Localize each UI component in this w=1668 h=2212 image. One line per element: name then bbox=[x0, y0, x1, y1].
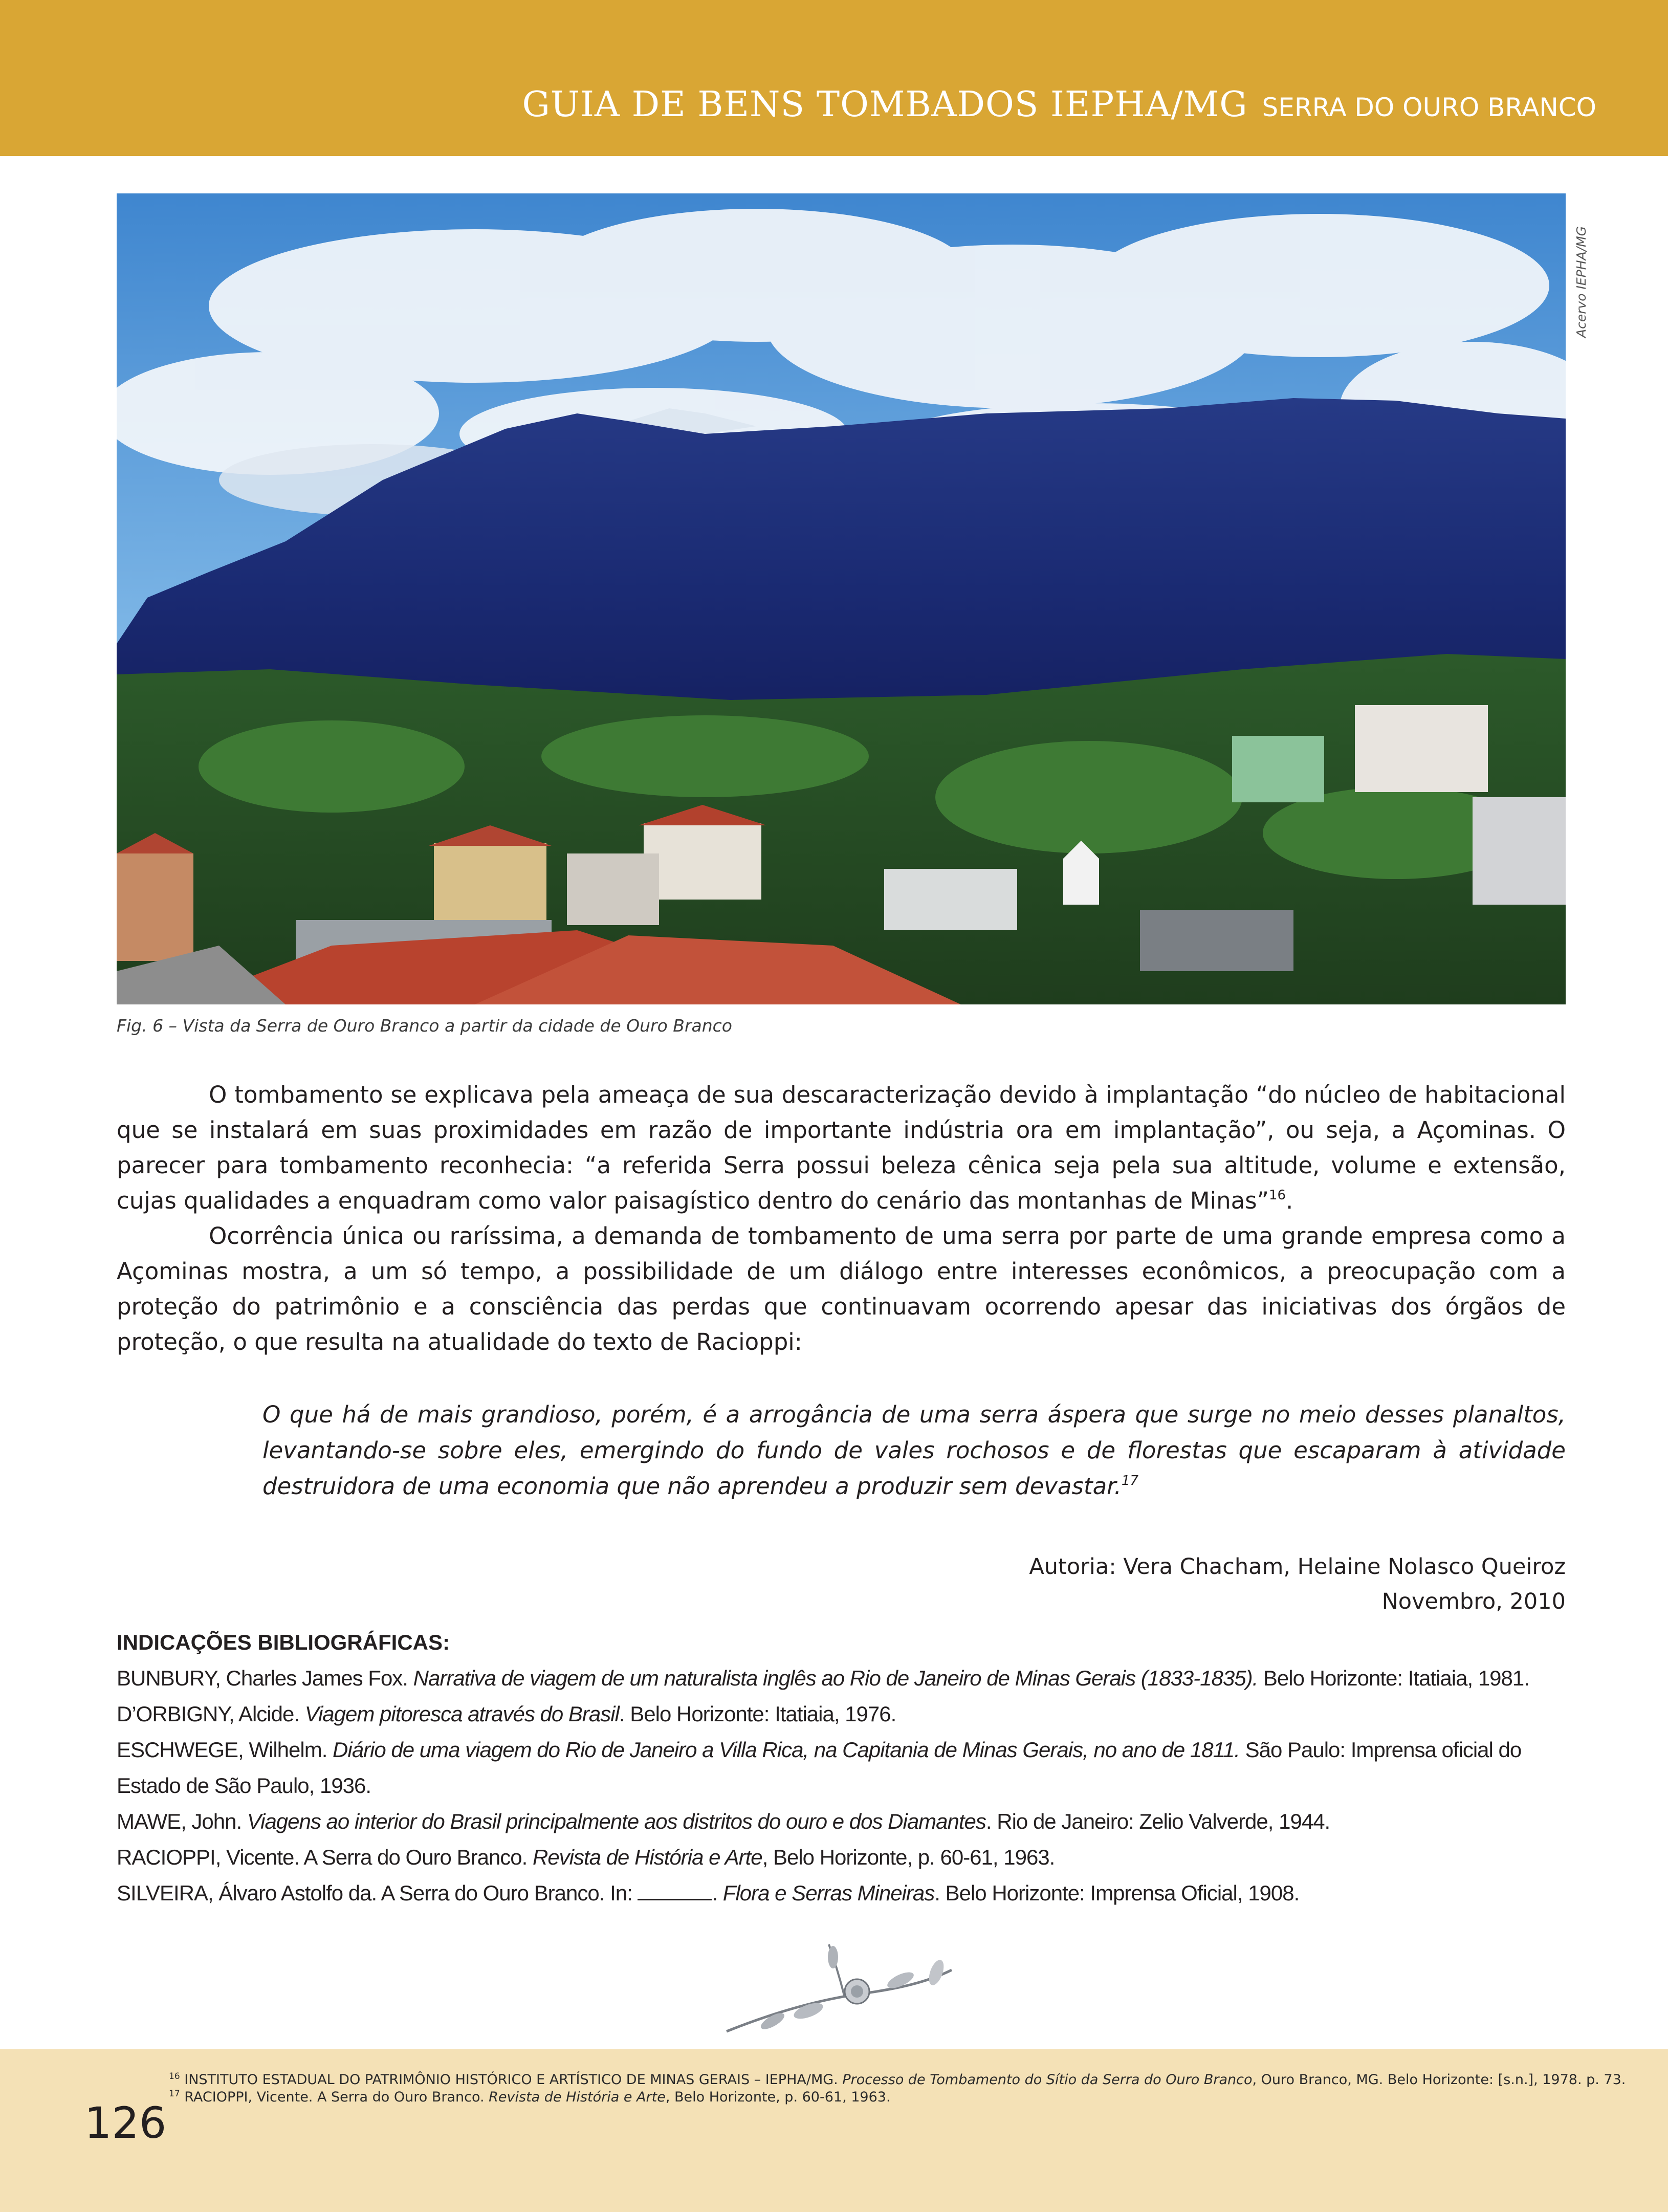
photo-credit: Acervo IEPHA/MG bbox=[1574, 226, 1589, 338]
paragraph-1: O tombamento se explicava pela ameaça de sua descaracterização devido à implantação “do núcleo de habitacional que se instalará em suas proximidades em razão de importante indústria ora em implantação”, ou seja, a Açominas. O parecer para tombamento reconhecia: “a referida Serra possui beleza cênica seja pela sua altitude, volume e extensão, cujas qualidades a enquadram como valor paisagístico dentro do cenário das montanhas de Minas”$^{16}$. bbox=[117, 1081, 1566, 1214]
header-title-group bbox=[522, 84, 1596, 125]
bibliography-entry: D’ORBIGNY, Alcide. Viagem pitoresca através do Brasil. Belo Horizonte: Itatiaia, 1976. bbox=[117, 1702, 896, 1726]
footnote-ref-17: 17 bbox=[1121, 1473, 1138, 1488]
section-title: SERRA DO OURO BRANCO bbox=[1262, 93, 1596, 122]
block-quote: O que há de mais grandioso, porém, é a arrogância de uma serra áspera que surge no meio desses planaltos, levantando-se sobre eles, emergindo do fundo de vales rochosos e de florestas que escaparam à atividade destruidora de uma economia que não aprendeu a produzir sem devastar.$^{17}$ bbox=[262, 1401, 1566, 1500]
body-text bbox=[117, 1077, 1566, 1360]
footnote-ref-16: 16 bbox=[1268, 1188, 1286, 1203]
serra-landscape-image bbox=[117, 193, 1566, 1004]
guide-title: GUIA DE BENS TOMBADOS IEPHA/MG bbox=[522, 84, 1248, 125]
bibliography-title: INDICAÇÕES BIBLIOGRÁFICAS: bbox=[117, 1630, 450, 1654]
date: Novembro, 2010 bbox=[1381, 1589, 1566, 1614]
paragraph-2: Ocorrência única ou raríssima, a demanda de tombamento de uma serra por parte de uma grande empresa como a Açominas mostra, a um só tempo, a possibilidade de um diálogo entre interesses econômicos, a preocupação com a proteção do patrimônio e a consciência das perdas que continuavam ocorrendo apesar das iniciativas dos órgãos de proteção, o que resulta na atualidade do texto de Racioppi: bbox=[117, 1222, 1566, 1355]
bibliography-entry: ESCHWEGE, Wilhelm. Diário de uma viagem do Rio de Janeiro a Villa Rica, na Capitania de Minas Gerais, no ano de 1811. São Paulo: Imprensa oficial do Estado de São Paulo, 1936. bbox=[117, 1738, 1522, 1798]
authorship bbox=[1029, 1549, 1566, 1619]
header-band bbox=[0, 0, 1668, 156]
rose-ornament-icon bbox=[716, 1934, 962, 2042]
page-number: 126 bbox=[84, 2098, 167, 2148]
bibliography-entry: MAWE, John. Viagens ao interior do Brasil principalmente aos distritos do ouro e dos Diamantes. Rio de Janeiro: Zelio Valverde, 1944. bbox=[117, 1809, 1330, 1833]
bibliography bbox=[117, 1625, 1570, 1911]
figure-caption: Fig. 6 – Vista da Serra de Ouro Branco a partir da cidade de Ouro Branco bbox=[117, 1016, 732, 1036]
bibliography-entry: SILVEIRA, Álvaro Astolfo da. A Serra do Ouro Branco. In: . Flora e Serras Mineiras. Belo Horizonte: Imprensa Oficial, 1908. bbox=[117, 1875, 1570, 1911]
footnote-16: $^{16}$ INSTITUTO ESTADUAL DO PATRIMÔNIO HISTÓRICO E ARTÍSTICO DE MINAS GERAIS – IEPHA/MG. Processo de Tombamento do Sítio da Serra do Ouro Branco, Ouro Branco, MG. Belo Horizonte: [s.n.], 1978. p. 73. bbox=[169, 2071, 1626, 2088]
authors: Autoria: Vera Chacham, Helaine Nolasco Queiroz bbox=[1029, 1554, 1566, 1580]
blank-line bbox=[638, 1879, 712, 1900]
serra-photo bbox=[117, 193, 1566, 1004]
footnotes bbox=[169, 2071, 1626, 2106]
bibliography-entry: BUNBURY, Charles James Fox. Narrativa de viagem de um naturalista inglês ao Rio de Janeiro de Minas Gerais (1833-1835). Belo Horizonte: Itatiaia, 1981. bbox=[117, 1666, 1529, 1690]
footnote-17: $^{17}$ RACIOPPI, Vicente. A Serra do Ouro Branco. Revista de História e Arte, Belo Horizonte, p. 60-61, 1963. bbox=[169, 2089, 891, 2105]
bibliography-entry: RACIOPPI, Vicente. A Serra do Ouro Branco. Revista de História e Arte, Belo Horizonte, p. 60-61, 1963. bbox=[117, 1845, 1055, 1869]
